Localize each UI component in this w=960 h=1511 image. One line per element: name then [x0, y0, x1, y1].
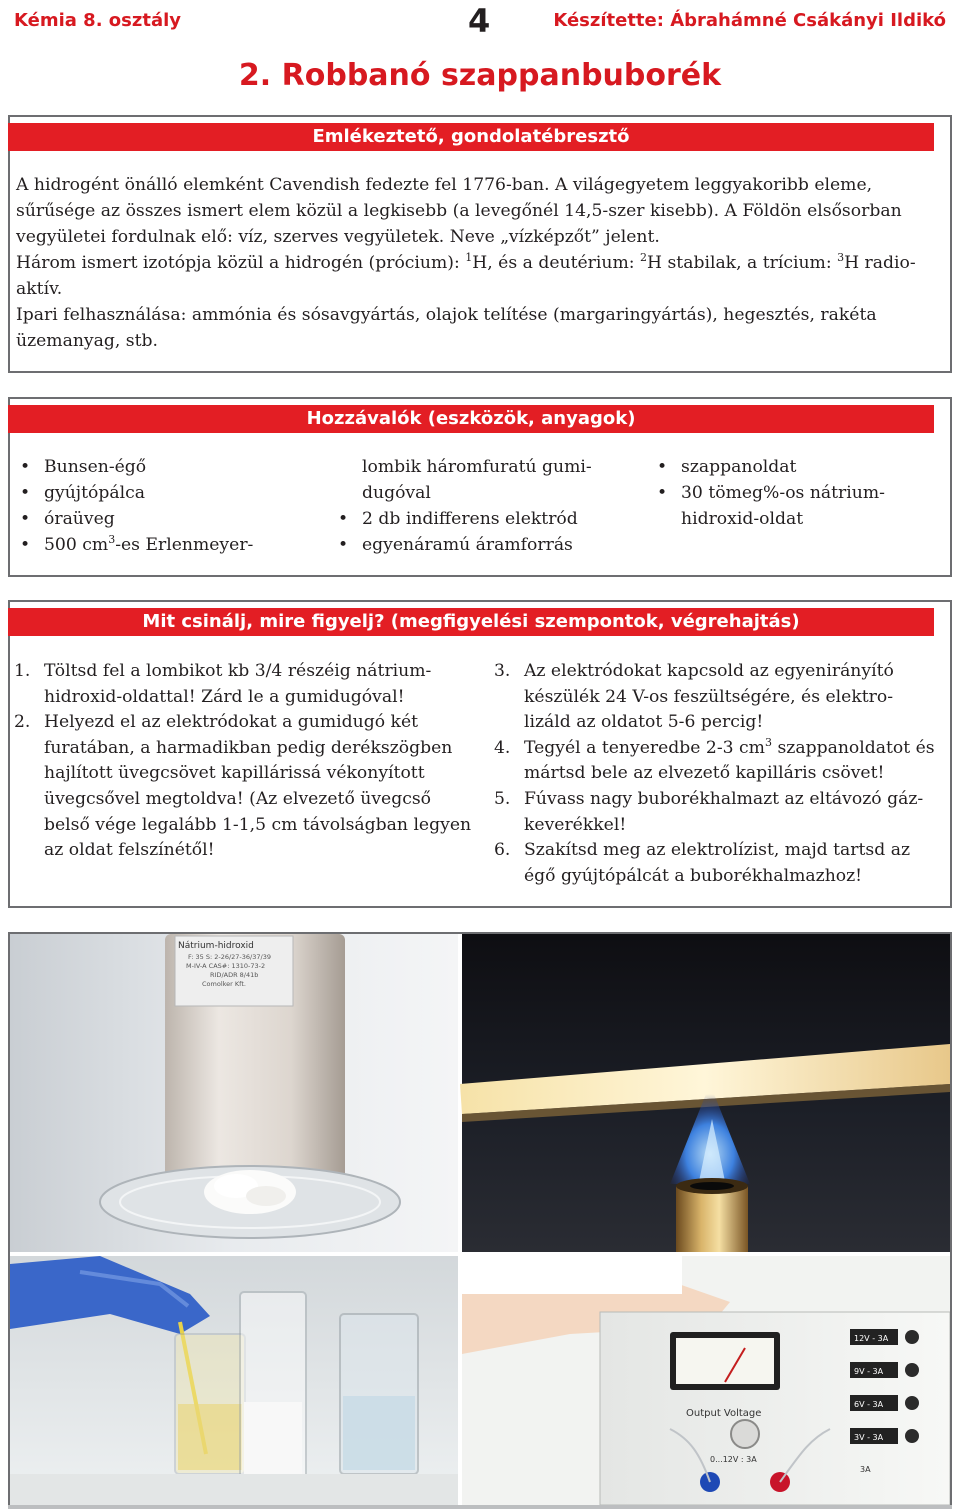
burner-barrel: [676, 1186, 748, 1252]
reminder-paragraph-3: Ipari felhasználása: ammónia és sósavgyártás, olajok telítése (margaringyártás), hegesztés, rakéta üzemanyag, stb.: [16, 305, 877, 351]
page-header: [0, 2, 960, 40]
list-item: • gyújtópálca: [16, 480, 316, 506]
list-item: • szappanoldat: [653, 454, 933, 480]
svg-text:12V - 3A: 12V - 3A: [854, 1334, 889, 1343]
steps-heading: Mit csinálj, mire figyelj? (megfigyelési szempontok, végrehajtás): [8, 608, 934, 636]
step-item: 5. Fúvass nagy buborékhalmazt az eltávozó gáz-keverékkel!: [494, 788, 924, 835]
page-number: 4: [468, 2, 491, 40]
steps-list-left: [14, 659, 472, 864]
jar-label-text-4: RID/ADR 8/41b: [210, 971, 259, 979]
svg-text:9V - 3A: 9V - 3A: [854, 1367, 884, 1376]
psu-amp-label: 3A: [860, 1465, 871, 1474]
page-title: 2. Robbanó szappanbuborék: [238, 58, 722, 93]
course-label: Kémia 8. osztály: [14, 10, 182, 31]
svg-text:6V - 3A: 6V - 3A: [854, 1400, 884, 1409]
jar-label-text-3: M-IV-A CAS#: 1310-73-2: [186, 962, 266, 970]
ingredients-list-1: [16, 454, 316, 558]
list-item: • 2 db indifferens elektród: [334, 506, 634, 532]
step-item: 6. Szakítsd meg az elektrolízist, majd tartsd az égő gyújtópálcát a buborékhalmazhoz!: [494, 840, 911, 886]
ingredients-heading: Hozzávalók (eszközök, anyagok): [8, 405, 934, 433]
jar-label-text-1: Nátrium-hidroxid: [178, 941, 254, 951]
list-item: • 500 $cm^3-es$ Erlenmeyer-: [16, 532, 316, 558]
list-item-continued: lombik háromfuratú gumi-dugóval: [362, 457, 592, 503]
reminder-heading: Emlékeztető, gondolatébresztő: [8, 123, 934, 151]
list-item: • 30 tömeg%-os nátrium-hidroxid-oldat: [653, 480, 901, 532]
voltage-knob: [731, 1420, 759, 1448]
step-item: 3. Az elektródokat kapcsold az egyenirányító készülék 24 V-os feszültségére, és elektro-lizáld az oldatot 5-6 percig!: [494, 661, 894, 733]
list-item: • egyenáramú áramforrás: [334, 532, 634, 558]
reminder-paragraph-1: A hidrogént önálló elemként Cavendish fedezte fel 1776-ban. A világegyetem leggyakoribb eleme, sűrűsége az összes ismert elem közül a legkisebb (a levegőnél 14,5-szer kisebb). A Földön elsősorban vegyületei fordulnak elő: víz, szerves vegyületek. Neve „vízképzőt” jelent.: [16, 175, 902, 247]
author-label: Készítette: Ábrahámné Csákányi Ildikó: [553, 10, 946, 31]
ingredients-list-2: [334, 454, 634, 558]
list-item: • óraüveg: [16, 506, 316, 532]
photo-collage-art: [10, 934, 950, 1505]
psu-volts-label: 0...12V : 3A: [710, 1455, 757, 1464]
photo-collage: [8, 932, 952, 1507]
reminder-paragraph-2: Három ismert izotópja közül a hidrogén (prócium): $^1$H, és a deutérium: $^2$H stabilak, a trícium: $^3$H radio-aktív.: [16, 251, 916, 299]
psu-output-label: Output Voltage: [686, 1408, 762, 1419]
step-item: 2. Helyezd el az elektródokat a gumidugó két furatában, a harmadikban pedig derékszögben hajlított üvegcsövet kapillárissá vékonyított üvegcsővel megtoldva! (Az elvezető üvegcső belső vége legalább 1-1,5 cm távolságban legyen az oldat felszínétől!: [14, 712, 472, 861]
footer-rule: [8, 1505, 952, 1509]
ingredients-list-3: [653, 454, 933, 532]
step-item: 4. Tegyél a tenyeredbe 2-3 $cm^3$ szappanoldatot és mártsd bele az elvezető kapilláris csövet!: [494, 735, 935, 784]
svg-text:3V - 3A: 3V - 3A: [854, 1433, 884, 1442]
list-item: • Bunsen-égő: [16, 454, 316, 480]
steps-list-right: [494, 659, 938, 889]
jar-label-text-2: F: 35 S: 2-26/27-36/37/39: [188, 953, 271, 961]
step-item: 1. Töltsd fel a lombikot kb 3/4 részéig nátrium-hidroxid-oldattal! Zárd le a gumidugóval!: [14, 661, 432, 707]
jar-label-text-5: Comolker Kft.: [202, 980, 246, 988]
